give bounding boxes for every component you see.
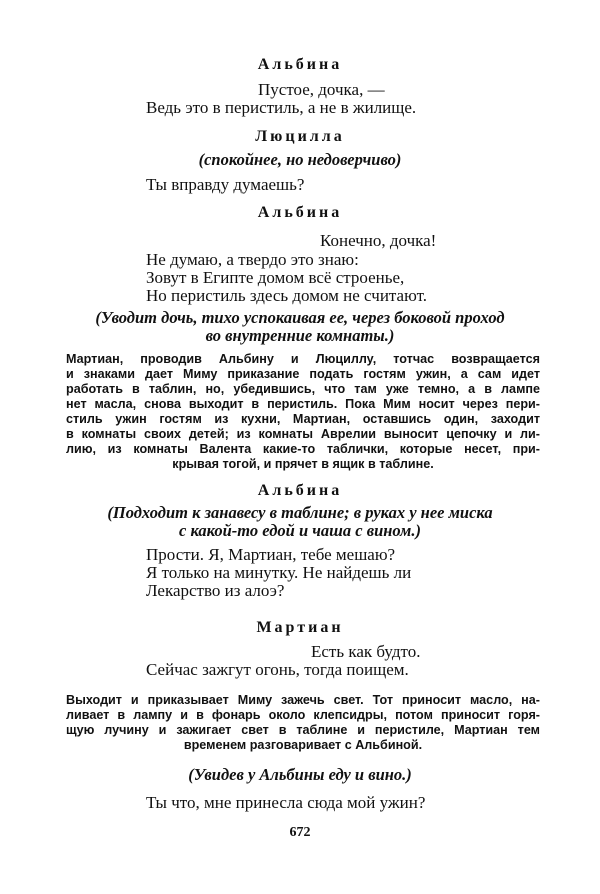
stage-direction: с какой-то едой и чаша с вином.): [179, 521, 421, 540]
speaker-albina: Альбина: [257, 482, 343, 499]
verse-line: Конечно, дочка!: [320, 231, 437, 250]
stage-paragraph-line: нет масла, снова выходит в перистиль. Пока Мим носит через пери-: [66, 397, 540, 411]
stage-paragraph-line: временем разговаривает с Альбиной.: [183, 738, 423, 752]
stage-paragraph-line: Мартиан, проводив Альбину и Люциллу, тотчас возвращается: [66, 352, 540, 366]
verse-line: Лекарство из алоэ?: [146, 581, 285, 600]
stage-paragraph-line: щую лучину и зажигает свет в таблине и перистиле, Мартиан тем: [66, 723, 540, 737]
stage-paragraph-line: в комнаты своих детей; из комнаты Аврелии выносит цепочку и ли-: [66, 427, 540, 441]
verse-line: Ведь это в перистиль, а не в жилище.: [146, 98, 417, 117]
stage-direction: (Увидев у Альбины еду и вино.): [188, 765, 412, 784]
verse-line: Зовут в Египте домом всё строенье,: [146, 268, 405, 287]
stage-paragraph-line: и знаками дает Миму приказание подать гостям ужин, а сам идет: [66, 367, 540, 381]
speaker-albina: Альбина: [257, 56, 343, 73]
stage-paragraph-line: Выходит и приказывает Миму зажечь свет. Тот приносит масло, на-: [66, 693, 540, 707]
stage-direction: (Подходит к занавесу в таблине; в руках у нее миска: [107, 503, 493, 522]
stage-paragraph-line: стиль ужин гостям из кухни, Мартиан, оставшись один, заходит: [66, 412, 540, 426]
verse-line: Есть как будто.: [311, 642, 421, 661]
speaker-albina: Альбина: [257, 204, 343, 221]
stage-direction: (спокойнее, но недоверчиво): [198, 150, 402, 169]
stage-paragraph-line: работать в таблин, но, убедившись, что там уже темно, а в лампе: [66, 382, 540, 396]
verse-line: Ты что, мне принесла сюда мой ужин?: [146, 793, 426, 812]
verse-line: Сейчас зажгут огонь, тогда поищем.: [146, 660, 409, 679]
stage-paragraph-line: ливает в лампу и в фонарь около клепсидры, потом приносит горя-: [66, 708, 540, 722]
stage-paragraph-line: лию, из комнаты Валента какие-то таблички, которые несет, при-: [66, 442, 540, 456]
speaker-martian: Мартиан: [256, 619, 344, 636]
page-number: 672: [289, 825, 311, 840]
verse-line: Но перистиль здесь домом не считают.: [146, 286, 427, 305]
verse-line: Я только на минутку. Не найдешь ли: [146, 563, 412, 582]
stage-paragraph-line: крывая тогой, и прячет в ящик в таблине.: [172, 457, 434, 471]
verse-line: Прости. Я, Мартиан, тебе мешаю?: [146, 545, 396, 564]
verse-line: Пустое, дочка, —: [258, 80, 385, 99]
stage-direction: во внутренние комнаты.): [205, 326, 395, 345]
speaker-lucilla: Люцилла: [255, 128, 345, 145]
stage-direction: (Уводит дочь, тихо успокаивая ее, через боковой проход: [95, 308, 505, 327]
verse-line: Ты вправду думаешь?: [146, 175, 305, 194]
verse-line: Не думаю, а твердо это знаю:: [146, 250, 359, 269]
